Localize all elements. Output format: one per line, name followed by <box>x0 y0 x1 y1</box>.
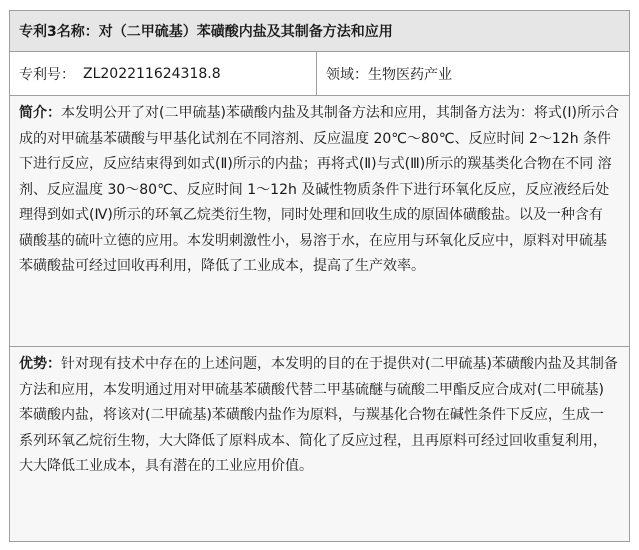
advantage-row <box>10 347 629 541</box>
patent-title-row <box>10 11 629 52</box>
summary-paragraph <box>19 101 620 280</box>
patent-title: 专利3名称：对（二甲硫基）苯磺酸内盐及其制备方法和应用 <box>19 24 393 40</box>
field-label: 领域： <box>326 66 368 83</box>
advantage-paragraph <box>19 352 620 480</box>
patent-info-table <box>9 10 630 542</box>
summary-text: 本发明公开了对(二甲硫基)苯磺酸内盐及其制备方法和应用，其制备方法为：将式(Ⅰ)所示合成的对甲硫基苯磺酸与甲基化试剂在不同溶剂、反应温度 20℃～80℃、反应时间 2～12h 条件 下进行反应，反应结束得到如式(Ⅱ)所示的内盐；再将式(Ⅱ)与式(Ⅲ)所示的羰基类化合物在不同 溶剂、反应温度 30～80℃、反应时间 1～12h 及碱性物质条件下进行环氧化反应，反应液经后处 理得到如式(Ⅳ)所示的环氧乙烷类衍生物，同时处理和回收生成的原固体磺酸盐。以及一种含有 磺酸基的硫叶立德的应用。本发明刺激性小，易溶于水，在应用与环氧化反应中，原料对甲硫基 苯磺酸盐可经过回收再利用，降低了工业成本，提高了生产效率。 <box>19 105 619 274</box>
field-cell <box>317 52 629 95</box>
patent-number-cell <box>10 52 317 95</box>
advantage-text: 针对现有技术中存在的上述问题，本发明的目的在于提供对(二甲硫基)苯磺酸内盐及其制备 方法和应用，本发明通过用对甲硫基苯磺酸代替二甲基硫醚与硫酸二甲酯反应合成对(二甲硫基) 苯磺酸内盐，将该对(二甲硫基)苯磺酸内盐作为原料，与羰基化合物在碱性条件下反应，生成一 系列环氧乙烷衍生物，大大降低了原料成本、简化了反应过程，且再原料可经过回收重复利用，大大降低工业成本，具有潜在的工业应用价值。 <box>19 356 618 474</box>
patent-number-value: ZL202211624318.8 <box>83 65 221 82</box>
field-value: 生物医药产业 <box>368 66 452 83</box>
patent-meta-row <box>10 52 629 96</box>
patent-number-label: 专利号： <box>19 66 75 83</box>
advantage-label: 优势： <box>19 356 61 372</box>
summary-row <box>10 96 629 347</box>
summary-label: 简介： <box>19 105 61 121</box>
